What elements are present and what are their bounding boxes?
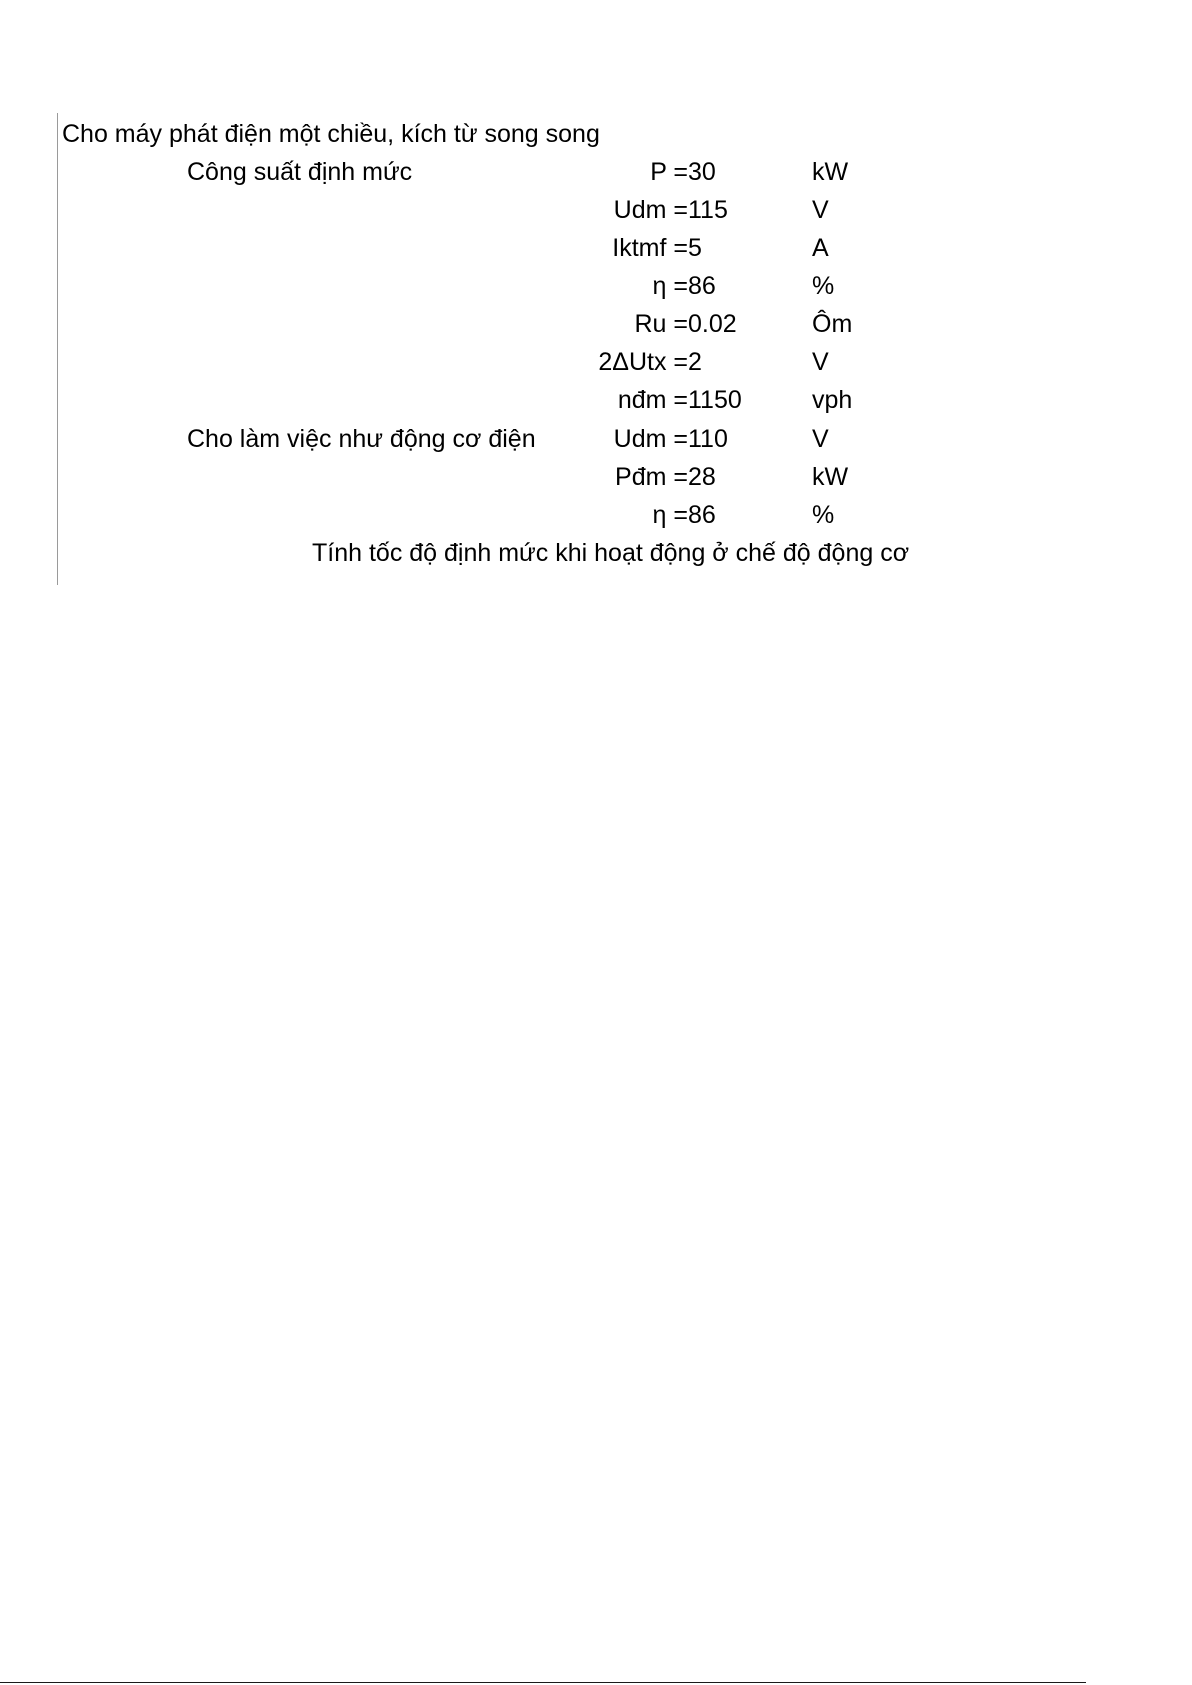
parameter-value: 30: [688, 158, 716, 186]
parameter-unit: kW: [812, 158, 849, 186]
parameter-symbol: Iktmf =: [612, 234, 688, 262]
parameter-unit: V: [812, 425, 829, 453]
parameter-unit: kW: [812, 463, 849, 491]
parameter-symbol: 2ΔUtx =: [598, 348, 688, 376]
parameter-symbol: Ru =: [634, 310, 688, 338]
parameter-unit: A: [812, 234, 829, 262]
question-text: Tính tốc độ định mức khi hoạt động ở chế độ động cơ: [312, 539, 910, 567]
parameter-symbol: Udm =: [613, 196, 688, 224]
parameter-value: 115: [688, 196, 728, 224]
parameter-symbol: η =: [652, 501, 688, 529]
parameter-unit: %: [812, 501, 835, 529]
parameter-value: 5: [688, 234, 702, 262]
parameter-unit: Ôm: [812, 310, 853, 338]
parameter-unit: V: [812, 196, 829, 224]
parameter-unit: %: [812, 272, 835, 300]
problem-title: Cho máy phát điện một chiều, kích từ song song: [62, 120, 600, 148]
cell-border-left: [57, 113, 58, 585]
parameter-value: 86: [688, 501, 716, 529]
parameter-value: 86: [688, 272, 716, 300]
parameter-unit: vph: [812, 386, 853, 414]
motor-section-label: Cho làm việc như động cơ điện: [187, 425, 536, 453]
parameter-value: 110: [688, 425, 728, 453]
parameter-symbol: Udm =: [613, 425, 688, 453]
parameter-symbol: nđm =: [617, 386, 688, 414]
parameter-symbol: Pđm =: [615, 463, 688, 491]
parameter-value: 1150: [688, 386, 742, 414]
page-bottom-rule: [0, 1682, 1086, 1683]
parameter-unit: V: [812, 348, 829, 376]
parameter-value: 0.02: [688, 310, 737, 338]
parameter-symbol: P =: [650, 158, 688, 186]
parameter-value: 28: [688, 463, 716, 491]
parameter-symbol: η =: [652, 272, 688, 300]
generator-section-label: Công suất định mức: [187, 158, 413, 186]
parameter-value: 2: [688, 348, 702, 376]
